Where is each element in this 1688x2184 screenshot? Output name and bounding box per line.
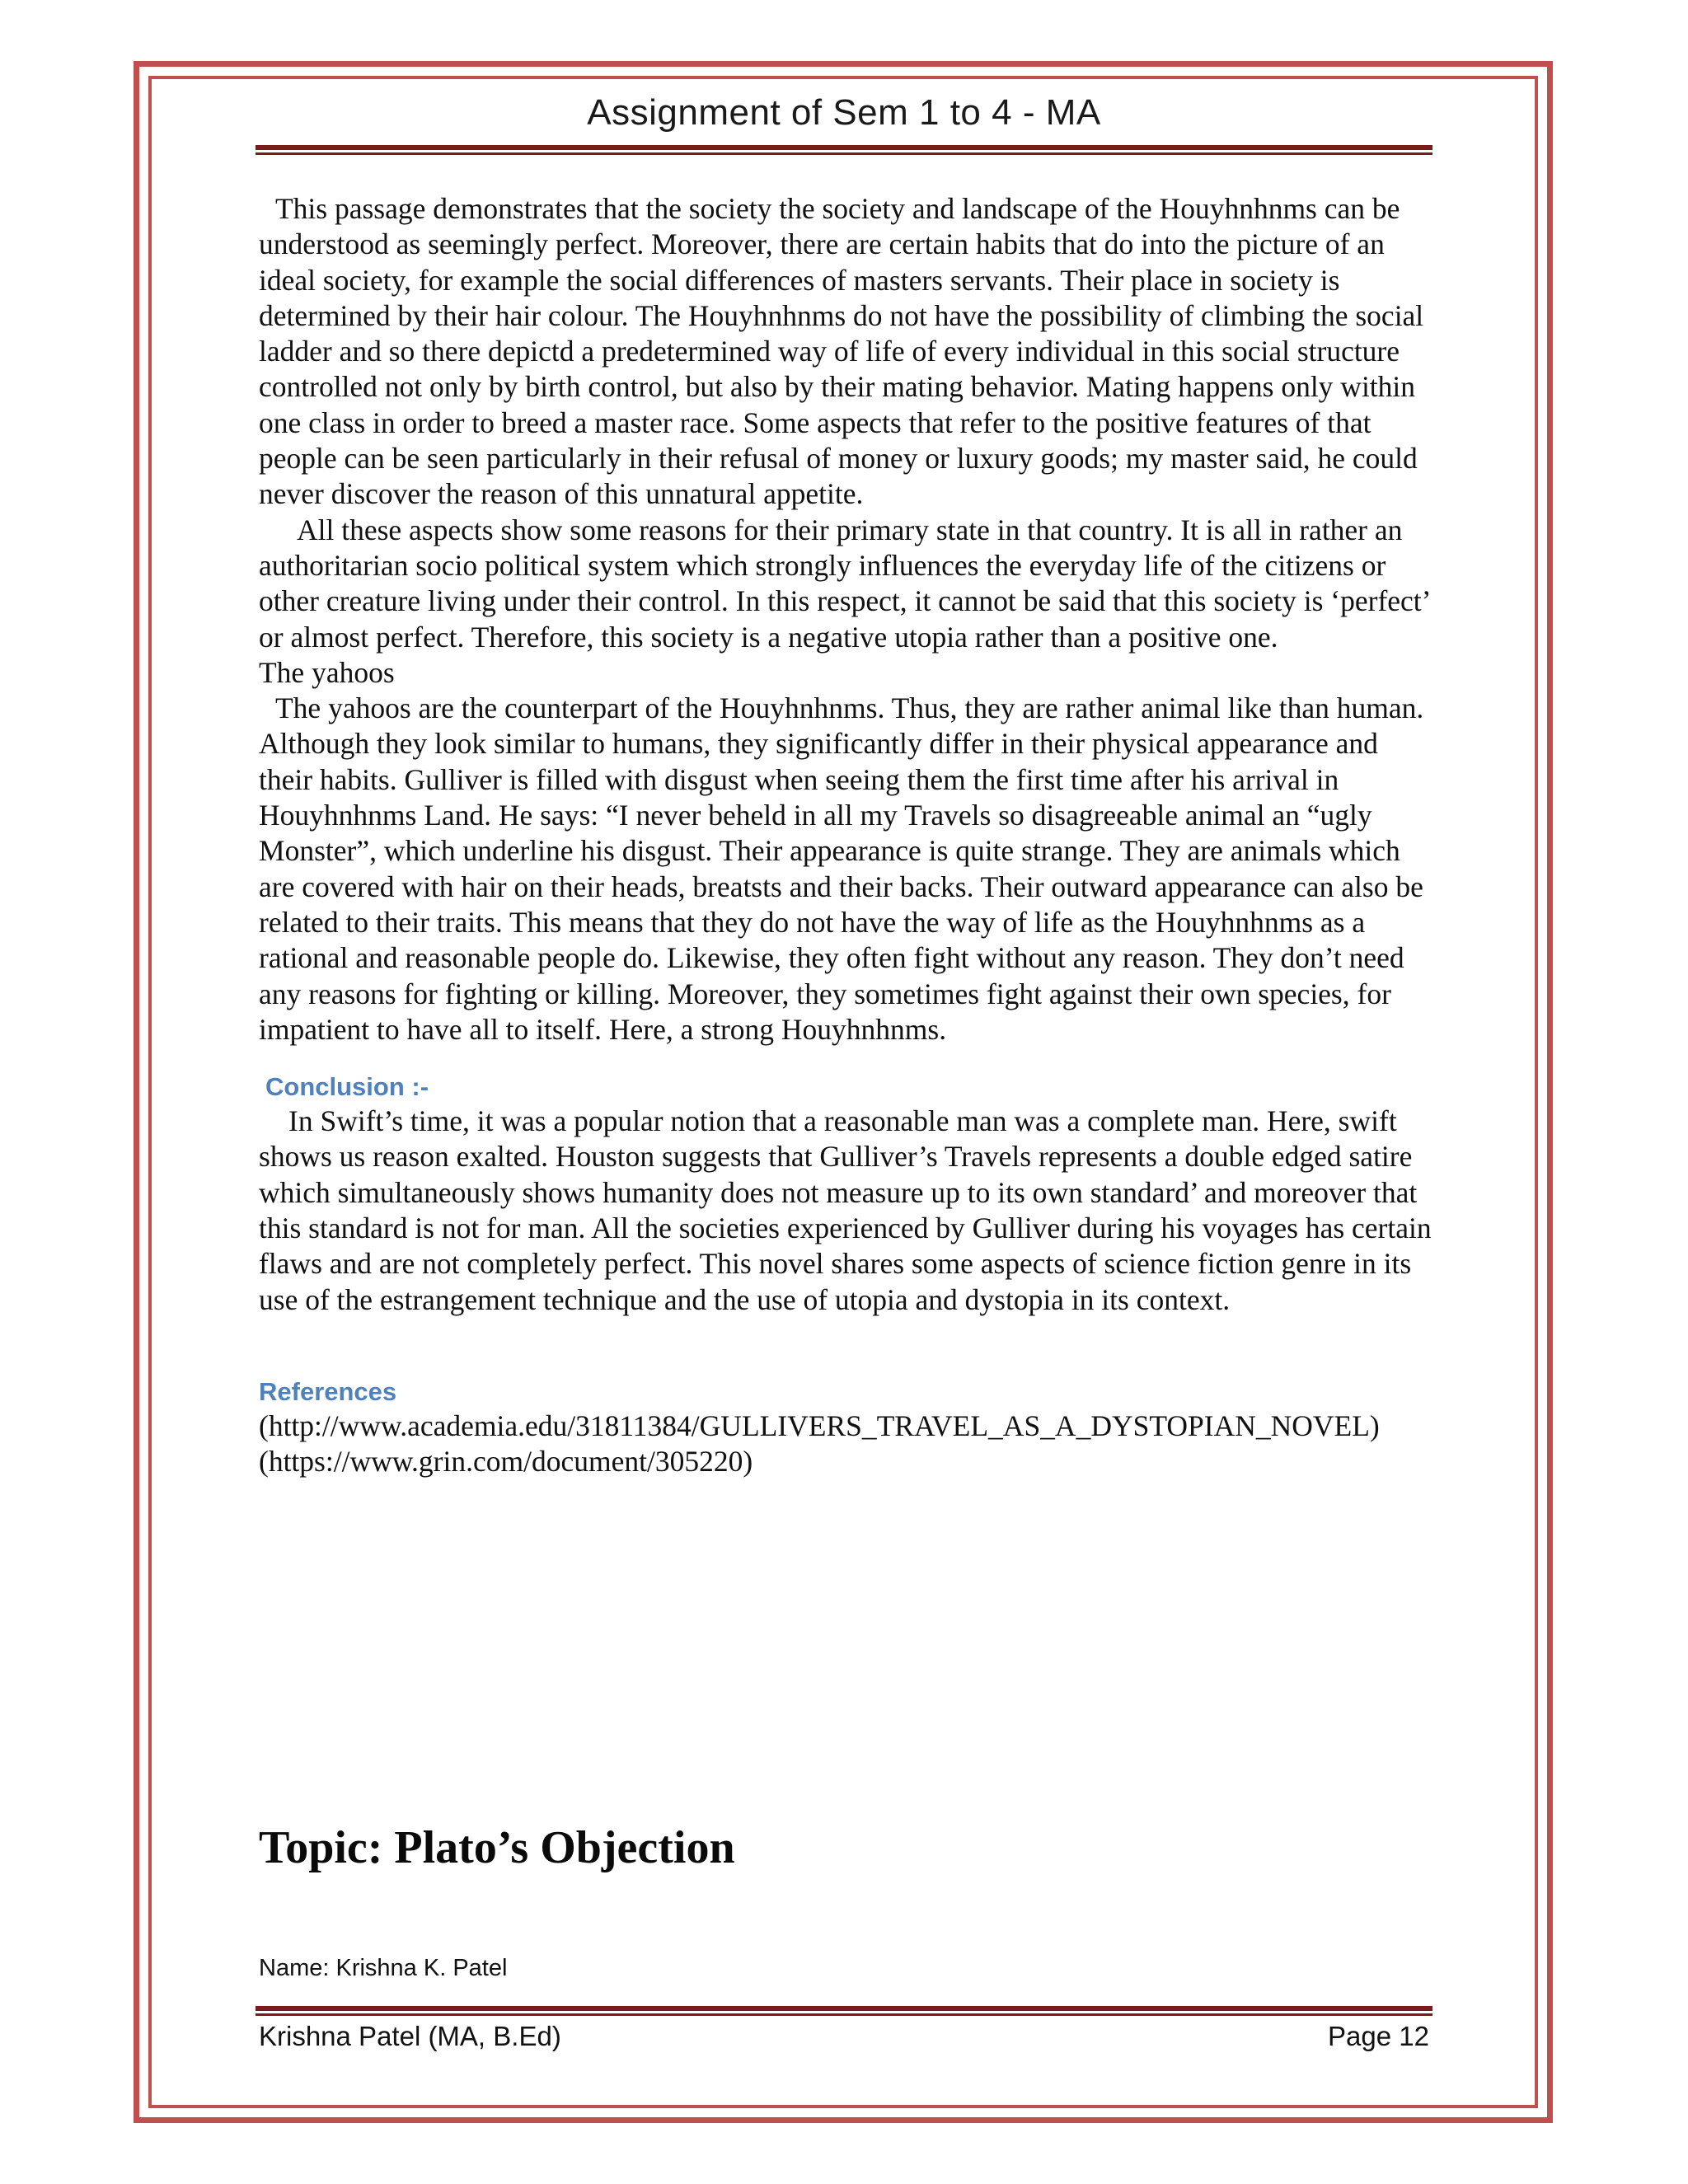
paragraph-houyhnhnms-society: This passage demonstrates that the society the society and landscape of the Houyhnhnms can be understood as seemingly perfect. Moreover, there are certain habits that do into the picture of an ideal society, for example the social differences of masters servants. Their place in society is determined by their hair colour. The Houyhnhnms do not have the possibility of climbing the social ladder and so there depictd a predetermined way of life of every individual in this social structure controlled not only by birth control, but also by their mating behavior. Mating happens only within one class in order to breed a master race. Some aspects that refer to the positive features of that people can be seen particularly in their refusal of money or luxury goods; my master said, he could never discover the reason of this unnatural appetite. xyxy=(259,192,1424,511)
footer-rule-thin xyxy=(256,2013,1432,2016)
author-name-line: Name: Krishna K. Patel xyxy=(259,1955,508,1981)
footer-page-number: Page 12 xyxy=(1328,2021,1429,2051)
references-heading: References xyxy=(259,1376,397,1406)
conclusion-heading: Conclusion :- xyxy=(265,1072,429,1102)
footer-rule-thick xyxy=(256,2006,1432,2011)
yahoos-heading: The yahoos xyxy=(259,655,395,689)
reference-link-academia[interactable]: (http://www.academia.edu/31811384/GULLIVERS_TRAVEL_AS_A_DYSTOPIAN_NOVEL) xyxy=(259,1408,1380,1442)
conclusion-paragraph: In Swift’s time, it was a popular notion that a reasonable man was a complete man. Here, swift shows us reason exalted. Houston suggests that Gulliver’s Travels represents a double edged satire which simultaneously shows humanity does not measure up to its own standard’ and moreover that this standard is not for man. All the societies experienced by Gulliver during his voyages has certain flaws and are not completely perfect. This novel shares some aspects of science fiction genre in its use of the estrangement technique and the use of utopia and dystopia in its context. xyxy=(259,1104,1432,1316)
footer-author: Krishna Patel (MA, B.Ed) xyxy=(259,2021,561,2051)
header-rule-thin xyxy=(256,152,1432,155)
topic-title: Topic: Plato’s Objection xyxy=(259,1822,735,1873)
reference-link-grin[interactable]: (https://www.grin.com/document/305220) xyxy=(259,1445,753,1479)
paragraph-yahoos: The yahoos are the counterpart of the Houyhnhnms. Thus, they are rather animal like than human. Although they look similar to humans, they significantly differ in their physical appearance and their habits. Gulliver is filled with disgust when seeing them the first time after his arrival in Houyhnhnms Land. He says: “I never beheld in all my Travels so disagreeable animal an “ugly Monster”, which underline his disgust. Their appearance is quite strange. They are animals which are covered with hair on their heads, breatsts and their backs. Their outward appearance can also be related to their traits. This means that they do not have the way of life as the Houyhnhnms as a rational and reasonable people do. Likewise, they often fight without any reason. They don’t need any reasons for fighting or killing. Moreover, they sometimes fight against their own species, for impatient to have all to itself. Here, a strong Houyhnhnms. xyxy=(259,691,1424,1046)
header-rule-thick xyxy=(256,145,1432,150)
header-title: Assignment of Sem 1 to 4 - MA xyxy=(587,92,1101,133)
document-body xyxy=(259,191,1437,1480)
paragraph-aspects: All these aspects show some reasons for their primary state in that country. It is all in rather an authoritarian socio political system which strongly influences the everyday life of the citizens or other creature living under their control. In this respect, it cannot be said that this society is ‘perfect’ or almost perfect. Therefore, this society is a negative utopia rather than a positive one. xyxy=(259,513,1429,654)
